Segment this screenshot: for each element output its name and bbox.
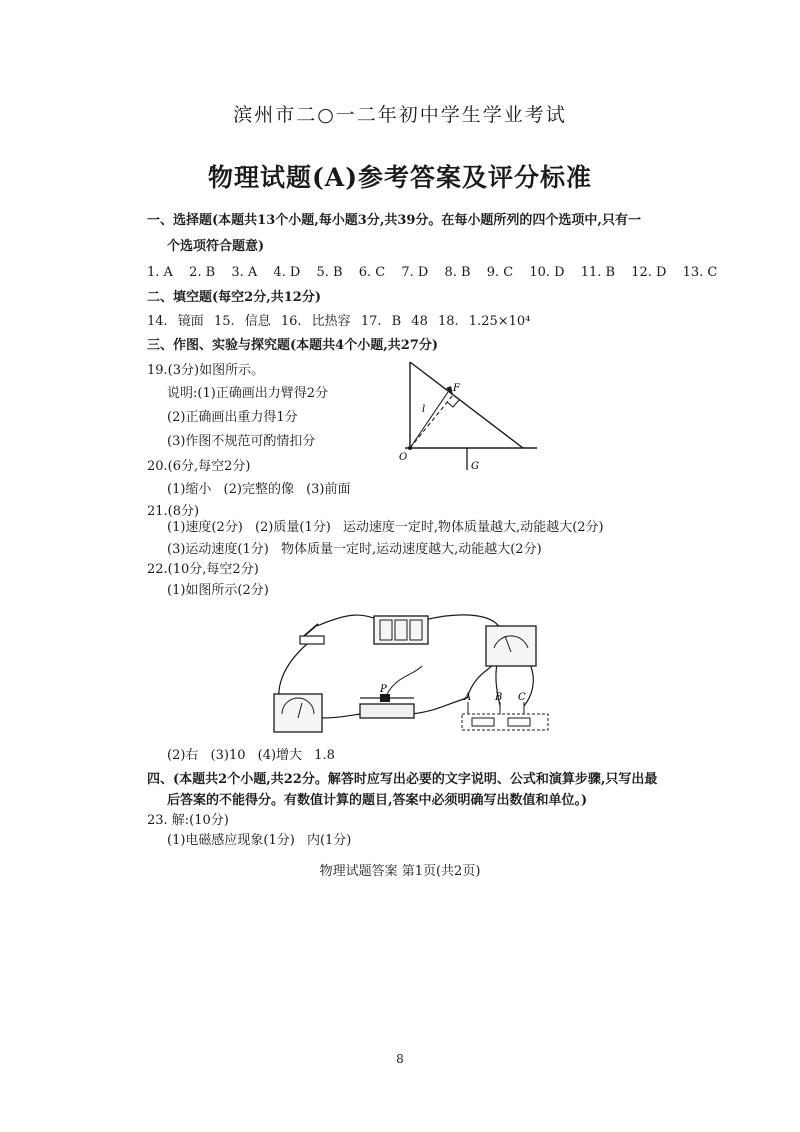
lever-diagram bbox=[395, 352, 545, 477]
voltmeter bbox=[274, 694, 322, 732]
answer-6: 6. C bbox=[358, 265, 386, 280]
resistor-2 bbox=[508, 718, 530, 726]
answer-7: 7. D bbox=[401, 265, 429, 280]
q22-title: 22.(10分,每空2分) bbox=[147, 562, 259, 577]
section1-answers bbox=[147, 264, 729, 281]
q21-title: 21.(8分) bbox=[147, 504, 200, 519]
wire-switch-battery bbox=[317, 615, 380, 626]
wire-slider bbox=[387, 666, 422, 694]
answer-13: 13. C bbox=[682, 265, 718, 280]
q21-line2: (3)运动速度(1分) 物体质量一定时,运动速度越大,动能越大(2分) bbox=[167, 542, 542, 557]
q20-answers: (1)缩小 (2)完整的像 (3)前面 bbox=[167, 482, 351, 497]
section4-heading-line1: 四、(本题共2个小题,共22分。解答时应写出必要的文字说明、公式和演算步骤,只写出最 bbox=[147, 772, 658, 787]
q23-line1: (1)电磁感应现象(1分) 内(1分) bbox=[167, 833, 352, 848]
answer-11: 11. B bbox=[580, 265, 616, 280]
resistor-1 bbox=[472, 718, 494, 726]
label-C: C bbox=[518, 692, 526, 703]
q20-title: 20.(6分,每空2分) bbox=[147, 459, 251, 474]
q22-answers: (2)右 (3)10 (4)增大 1.8 bbox=[167, 748, 335, 763]
switch-blade bbox=[304, 624, 318, 636]
force-line bbox=[410, 362, 523, 448]
ammeter bbox=[486, 626, 536, 666]
lever-arm-line bbox=[410, 392, 448, 448]
exam-title: 滨州市二○一二年初中学生学业考试 bbox=[233, 104, 567, 126]
q21-line1: (1)速度(2分) (2)质量(1分) 运动速度一定时,物体质量越大,动能越大(2分) bbox=[167, 520, 604, 535]
section1-heading-line1: 一、选择题(本题共13个小题,每小题3分,共39分。在每小题所列的四个选项中,只有一 bbox=[147, 213, 641, 228]
wire-voltmeter-rheostat bbox=[320, 714, 360, 718]
q19-note3: (3)作图不规范可酌情扣分 bbox=[167, 434, 316, 449]
rheostat-slider bbox=[380, 694, 390, 702]
section2-answers: 14. 镜面 15. 信息 16. 比热容 17. B 48 18. 1.25×10⁴ bbox=[147, 314, 531, 329]
answer-2: 2. B bbox=[189, 265, 216, 280]
rheostat bbox=[360, 704, 414, 718]
q23-title: 23. 解:(10分) bbox=[147, 813, 229, 828]
answer-3: 3. A bbox=[231, 265, 258, 280]
q19-note2: (2)正确画出重力得1分 bbox=[167, 410, 298, 425]
label-P: P bbox=[380, 684, 387, 695]
section1-heading-line2: 个选项符合题意) bbox=[167, 239, 265, 254]
section4-heading-line2: 后答案的不能得分。有数值计算的题目,答案中必须明确写出数值和单位。) bbox=[167, 793, 588, 808]
answer-5: 5. B bbox=[316, 265, 343, 280]
page-number: 8 bbox=[396, 1052, 404, 1066]
answer-1: 1. A bbox=[147, 265, 173, 280]
right-angle-mark bbox=[447, 400, 459, 407]
answer-10: 10. D bbox=[529, 265, 565, 280]
answer-8: 8. B bbox=[444, 265, 471, 280]
answer-12: 12. D bbox=[631, 265, 667, 280]
q19-note1: 说明:(1)正确画出力臂得2分 bbox=[167, 386, 329, 401]
section3-heading: 三、作图、实验与探究题(本题共4个小题,共27分) bbox=[147, 338, 438, 353]
label-B: B bbox=[495, 692, 503, 703]
circuit-diagram bbox=[262, 606, 552, 744]
label-G: G bbox=[471, 461, 479, 472]
lever-arm-dashed bbox=[410, 395, 453, 448]
page-footer: 物理试题答案 第1页(共2页) bbox=[319, 864, 481, 879]
page-title: 物理试题(A)参考答案及评分标准 bbox=[207, 163, 593, 192]
switch-base bbox=[300, 636, 324, 644]
section2-heading: 二、填空题(每空2分,共12分) bbox=[147, 290, 321, 305]
label-O: O bbox=[399, 452, 408, 463]
pivot-point bbox=[408, 446, 412, 450]
answer-4: 4. D bbox=[273, 265, 301, 280]
label-F: F bbox=[453, 383, 460, 394]
resistor-board bbox=[462, 714, 548, 730]
label-l: l bbox=[422, 404, 426, 415]
label-A: A bbox=[464, 692, 472, 703]
answer-9: 9. C bbox=[486, 265, 514, 280]
q22-part1: (1)如图所示(2分) bbox=[167, 583, 269, 598]
wire-rheostat-resistors bbox=[412, 698, 467, 714]
q19-title: 19.(3分)如图所示。 bbox=[147, 363, 265, 378]
